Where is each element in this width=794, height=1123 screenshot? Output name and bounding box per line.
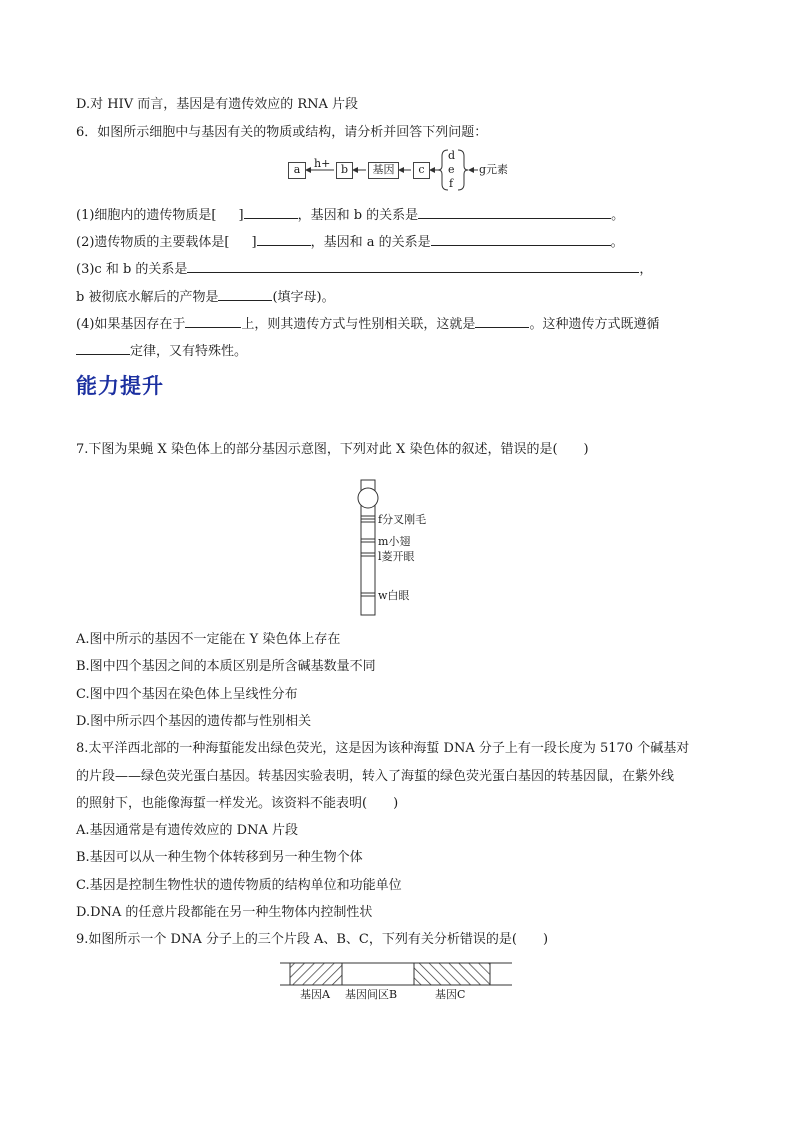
diagram-box-a: a [288,162,306,179]
gene-label-l: l菱开眼 [378,550,415,563]
q8-stem-line1: 8.太平洋西北部的一种海蜇能发出绿色荧光，这是因为该种海蜇 DNA 分子上有一段长度为 5170 个碱基对 [76,741,690,756]
q7-option-a[interactable]: A.图中所示的基因不一定能在 Y 染色体上存在 [76,632,341,647]
q8-stem-line3: 的照射下，也能像海蜇一样发光。该资料不能表明( ) [76,796,399,811]
dna-label-gene-c: 基因C [435,988,466,1001]
diagram-arrow-label: h+ [314,157,331,170]
q6-sub3-line2-text-a: b 被彻底水解后的产物是 [76,290,219,305]
q8-stem-line2: 的片段——绿色荧光蛋白基因。转基因实验表明，转入了海蜇的绿色荧光蛋白基因的转基因鼠，在紫外线 [76,769,675,784]
gene-label-m: m小翅 [378,535,411,548]
q7-stem: 7.下图为果蝇 X 染色体上的部分基因示意图，下列对此 X 染色体的叙述，错误的是( ) [76,442,589,457]
section-heading: 能力提升 [76,374,164,398]
dna-label-intergenic-b: 基因间区B [345,988,398,1001]
diagram-item-f: f [449,177,454,190]
diagram-g-label: g元素 [479,163,509,176]
q7-option-d[interactable]: D.图中所示四个基因的遗传都与性别相关 [76,714,312,729]
diagram-item-d: d [448,149,456,162]
diagram-box-gene: 基因 [368,162,399,179]
q6-sub2-text-d: 。 [610,235,624,250]
q6-sub4-text-b: 上，则其遗传方式与性别相关联，这就是 [241,317,476,332]
diagram-box-b: b [336,162,353,179]
q7-option-c[interactable]: C.图中四个基因在染色体上呈线性分布 [76,687,298,702]
q6-sub3-line2-text-b: (填字母)。 [272,290,335,305]
q6-sub2-text-c: ，基因和 a 的关系是 [310,235,431,250]
q6-sub1-text-a: (1)细胞内的遗传物质是[ [76,208,217,223]
q6-stem: 6．如图所示细胞中与基因有关的物质或结构，请分析并回答下列问题： [76,125,488,140]
q6-sub3-text-b: ， [639,262,653,277]
q8-option-a[interactable]: A.基因通常是有遗传效应的 DNA 片段 [76,823,298,838]
diagram-box-c: c [413,162,430,179]
dna-label-gene-a: 基因A [300,988,330,1001]
q6-sub2-text-a: (2)遗传物质的主要载体是[ [76,235,230,250]
q6-sub1-text-b: ] [238,208,244,223]
q8-option-b[interactable]: B.基因可以从一种生物个体转移到另一种生物个体 [76,850,363,865]
gene-label-f: f分叉刚毛 [378,513,427,526]
q7-option-b[interactable]: B.图中四个基因之间的本质区别是所含碱基数量不同 [76,659,376,674]
q6-sub4-text-c: 。这种遗传方式既遵循 [529,317,660,332]
q5-option-d: D.对 HIV 而言，基因是有遗传效应的 RNA 片段 [76,97,359,112]
q6-sub1-text-d: 。 [611,208,625,223]
gene-label-w: w白眼 [378,589,410,602]
q6-sub3-text-a: (3)c 和 b 的关系是 [76,262,188,277]
diagram-item-e: e [448,163,455,176]
q8-option-d[interactable]: D.DNA 的任意片段都能在另一种生物体内控制性状 [76,905,373,920]
q6-sub4-text-a: (4)如果基因存在于 [76,317,186,332]
q9-stem: 9.如图所示一个 DNA 分子上的三个片段 A、B、C，下列有关分析错误的是( ) [76,932,549,947]
q8-option-c[interactable]: C.基因是控制生物性状的遗传物质的结构单位和功能单位 [76,878,402,893]
q6-sub1-text-c: ，基因和 b 的关系是 [297,208,419,223]
q6-sub2-text-b: ] [251,235,257,250]
q6-sub4-line2-text: 定律，又有特殊性。 [130,344,248,359]
